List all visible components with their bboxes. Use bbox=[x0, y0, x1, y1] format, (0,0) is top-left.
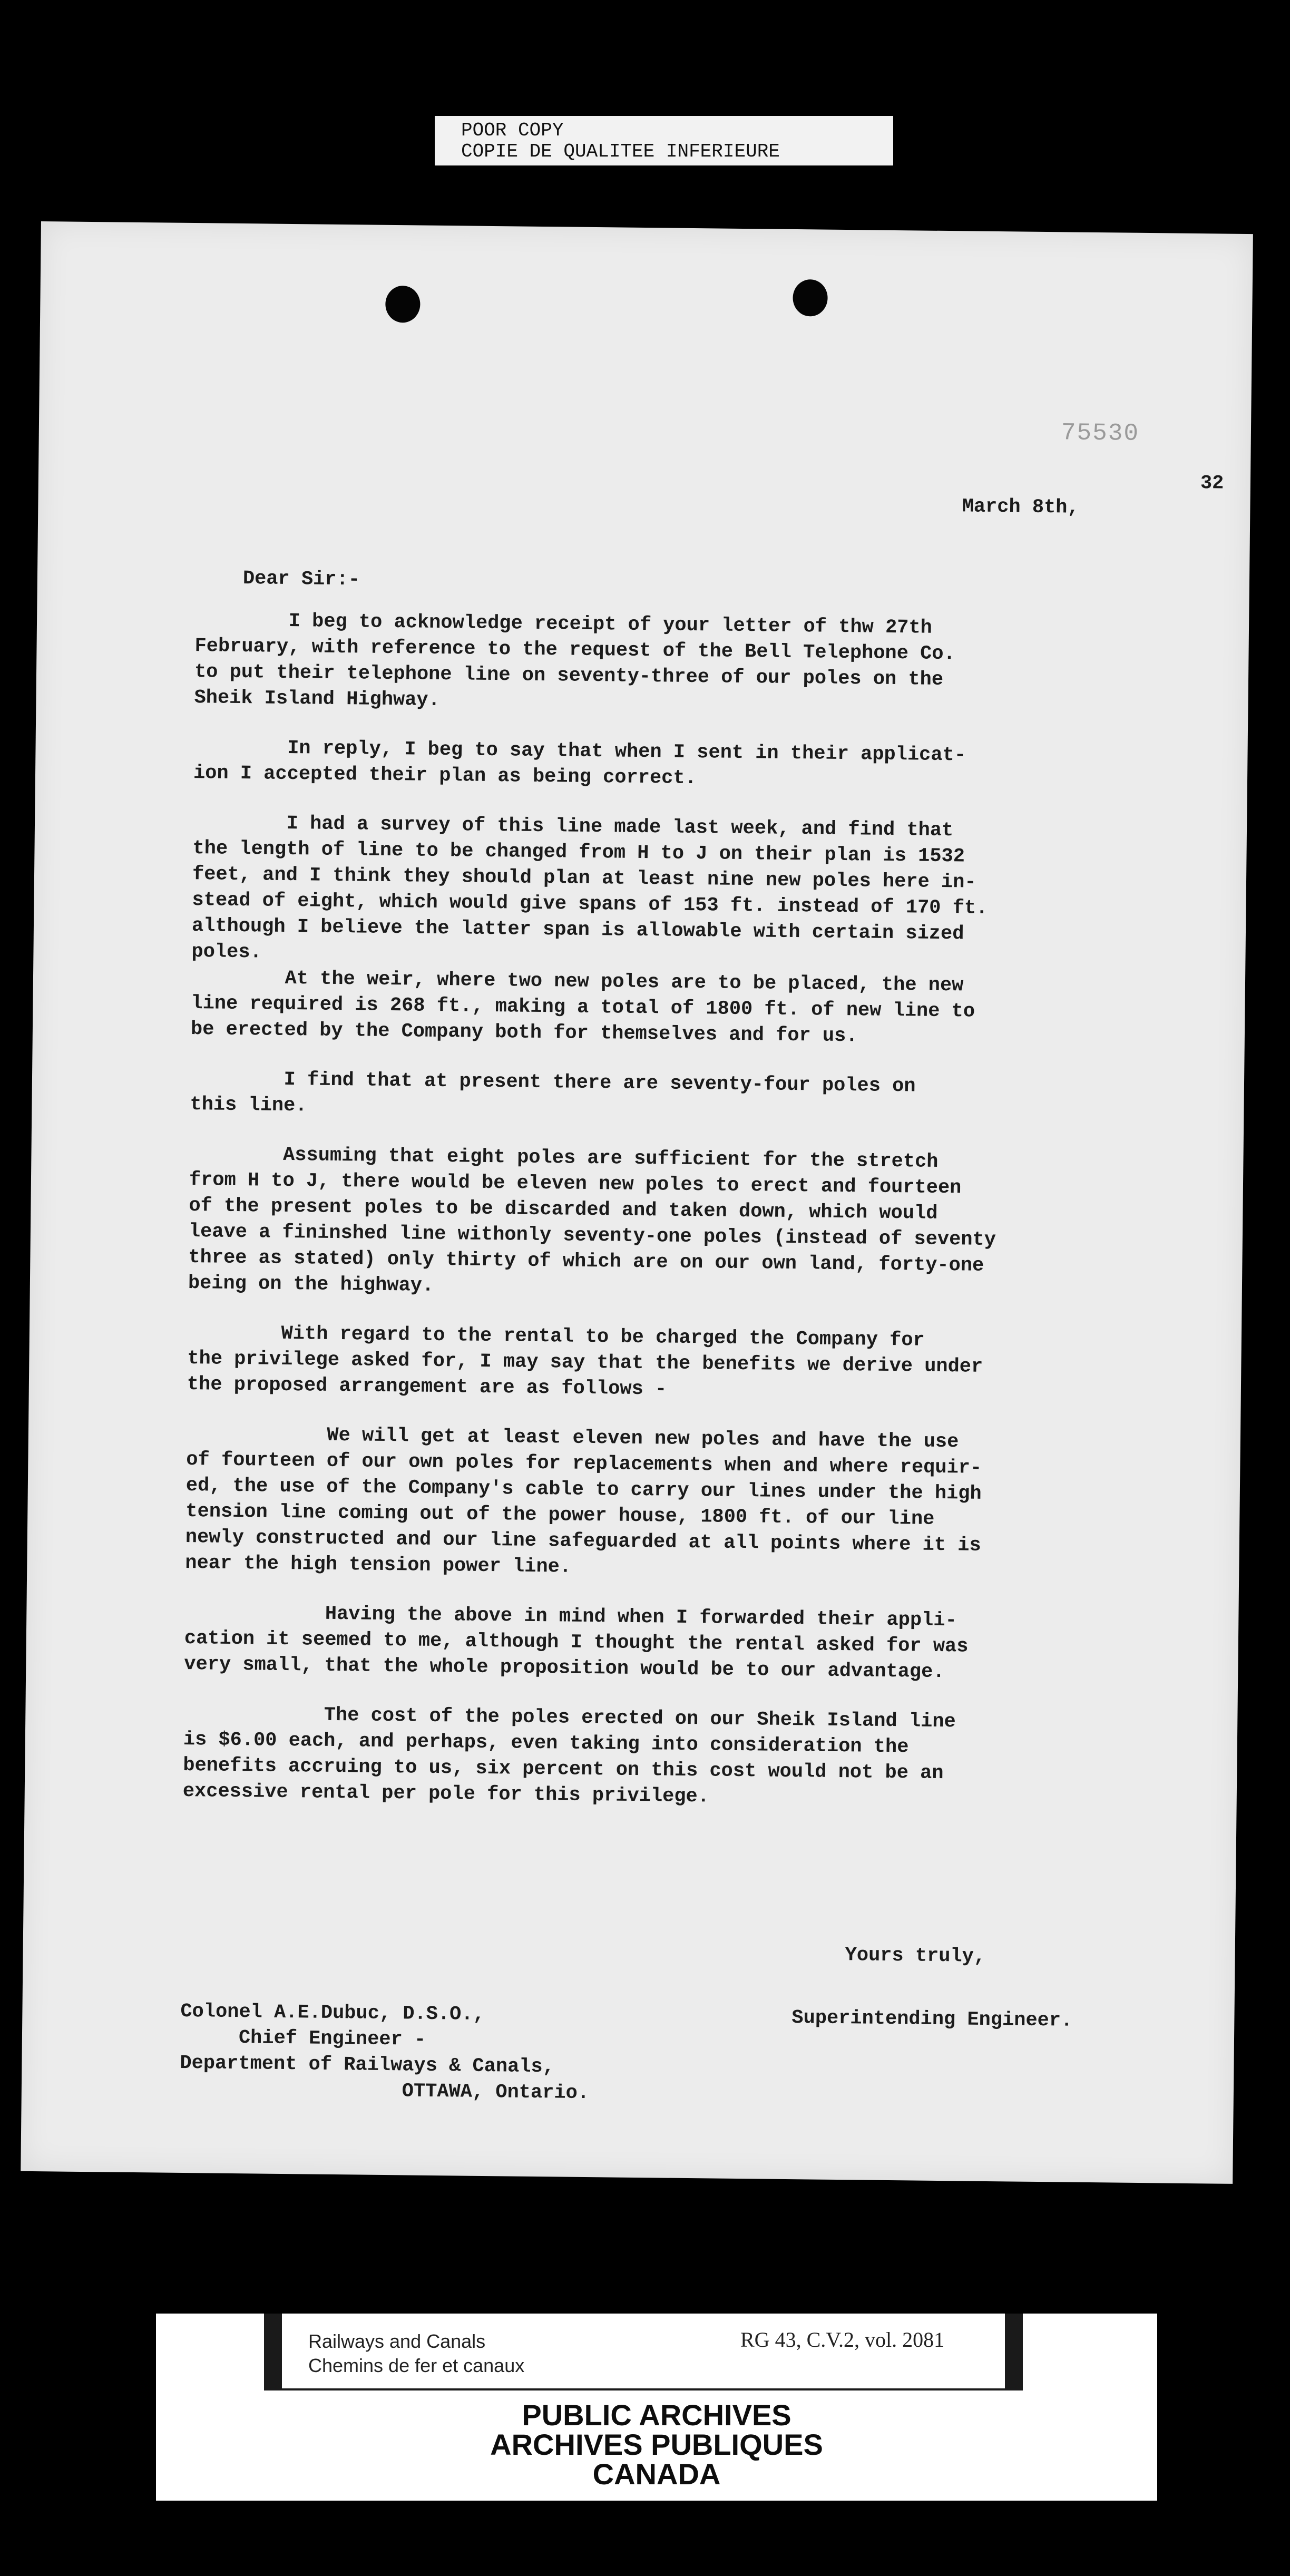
letter-date bbox=[891, 467, 1229, 574]
archive-title-country: CANADA bbox=[592, 2457, 721, 2491]
file-number-stamp: 75530 bbox=[1061, 419, 1140, 447]
signature-title: Superintending Engineer. bbox=[791, 2007, 1073, 2032]
addressee-line: OTTAWA, Ontario. bbox=[179, 2077, 590, 2105]
punch-hole bbox=[793, 279, 828, 317]
banner-line-french: COPIE DE QUALITEE INFERIEURE bbox=[461, 141, 780, 162]
record-group-french: Chemins de fer et canaux bbox=[308, 2355, 525, 2376]
record-reference: RG 43, C.V.2, vol. 2081 bbox=[740, 2328, 945, 2351]
archive-title bbox=[156, 2398, 1157, 2491]
banner-line-english: POOR COPY bbox=[461, 120, 564, 141]
closing: Yours truly, bbox=[845, 1944, 986, 1968]
paragraph: I had a survey of this line made last week, and find that the length of line to be changed from H to J on their plan is 1532 feet, and I think they should plan at least nine new poles here in- stead of eight, which would give spans of 153 ft. instead of 170 ft. although I believe the latter span is allowable with certain sized poles. bbox=[191, 812, 988, 964]
record-group-name bbox=[308, 2329, 524, 2378]
paragraph: Assuming that eight poles are sufficient for the stretch from H to J, there would be eleven new poles to erect and fourteen of the present poles to be discarded and taken down, which would leave a fininshed line withonly seventy-one poles (instead of seventy three as stated) only thirty of which are on our own land, forty-one being on the highway. bbox=[188, 1143, 996, 1297]
paragraph: The cost of the poles erected on our Sheik Island line is $6.00 each, and perhaps, even taking into consideration the benefits accruing to us, six percent on this cost would not be an excessive rental per pole for this privilege. bbox=[182, 1702, 956, 1808]
letter-page bbox=[21, 221, 1253, 2184]
punch-hole bbox=[385, 286, 421, 323]
paragraph: Having the above in mind when I forwarded their appli- cation it seemed to me, although I thought the rental asked for was very small, that the whole proposition would be to our advantage. bbox=[184, 1601, 969, 1684]
record-group-english: Railways and Canals bbox=[308, 2330, 486, 2352]
addressee-line: Department of Railways & Canals, bbox=[180, 2052, 555, 2079]
archive-footer bbox=[156, 2314, 1157, 2501]
paragraph: At the weir, where two new poles are to be placed, the new line required is 268 ft., making a total of 1800 ft. of new line to be erected by the Company both for themselves and for us. bbox=[190, 967, 975, 1048]
salutation: Dear Sir:- bbox=[242, 568, 360, 591]
addressee-line: Chief Engineer - bbox=[180, 2026, 426, 2051]
archive-label bbox=[264, 2314, 1023, 2390]
paragraph: I find that at present there are seventy-four poles on this line. bbox=[190, 1068, 916, 1117]
addressee-line: Colonel A.E.Dubuc, D.S.O., bbox=[180, 2000, 485, 2026]
date-year: 32 bbox=[1200, 472, 1224, 495]
paragraph: I beg to acknowledge receipt of your letter of thw 27th February, with reference to the request of the Bell Telephone Co. to put their telephone line on seventy-three of our poles on the Sheik Island Highway. bbox=[194, 609, 955, 711]
archive-title-french: ARCHIVES PUBLIQUES bbox=[490, 2428, 823, 2461]
date-text: March 8th, bbox=[962, 495, 1079, 519]
paragraph: In reply, I beg to say that when I sent in their applicat- ion I accepted their plan as being correct. bbox=[193, 736, 966, 790]
archive-title-english: PUBLIC ARCHIVES bbox=[522, 2398, 791, 2432]
poor-copy-banner bbox=[435, 116, 893, 165]
paragraph: We will get at least eleven new poles and have the use of fourteen of our own poles for replacements when and where requir- ed, the use of the Company's cable to carry our lines under the high tension line coming out of the power house, 1800 ft. of our line newly constructed and our line safeguarded at all points where it is near the high tension power line. bbox=[185, 1423, 982, 1578]
paragraph: With regard to the rental to be charged the Company for the privilege asked for, I may say that the benefits we derive under the proposed arrangement are as follows - bbox=[187, 1322, 983, 1401]
letter-body bbox=[182, 608, 1238, 1839]
signature-block bbox=[180, 1999, 1235, 2113]
letter-text bbox=[179, 460, 1224, 2105]
